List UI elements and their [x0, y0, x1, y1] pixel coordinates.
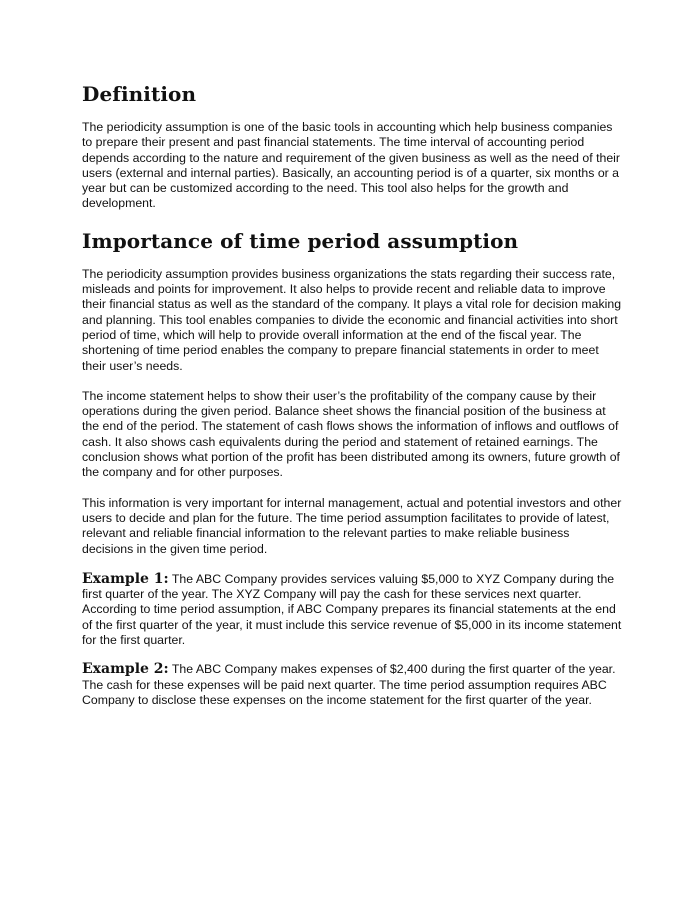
definition-paragraph: The periodicity assumption is one of the basic tools in accounting which help business companies to prepare their present and past financial statements. The time interval of accounting period depends according to the nature and requirement of the given business as well as the need of their users (external and internal parties). Basically, an accounting period is of a quarter, six months or a year but can be customized according to the need. This tool also helps for the growth and development.	[82, 120, 620, 211]
importance-paragraph-1: The periodicity assumption provides business organizations the stats regarding their success rate, misleads and points for improvement. It also helps to provide recent and reliable data to improve their financial status as well as the standard of the company. It plays a vital role for decision making and planning. This tool enables companies to divide the economic and financial activities into short period of time, which will help to provide overall information at the end of the fiscal year. The shortening of time period enables the company to prepare financial statements in order to meet their user’s needs.	[82, 266, 622, 373]
example-2	[82, 662, 622, 708]
example-2-text: The ABC Company makes expenses of $2,400 during the first quarter of the year. The cash for these expenses will be paid next quarter. The time period assumption requires ABC Company to disclose these expenses on the income statement for the first quarter of the year.	[82, 662, 616, 707]
heading-definition: Definition	[82, 82, 197, 106]
example-2-label: Example 2:	[82, 661, 169, 678]
example-1-text: The ABC Company provides services valuing $5,000 to XYZ Company during the first quarter of the year. The XYZ Company will pay the cash for these services next quarter. According to time period assumption, if ABC Company prepares its financial statements at the end of the first quarter of the year, it must include this service revenue of $5,000 in its income statement for the first quarter.	[82, 571, 622, 648]
example-1	[82, 572, 622, 648]
importance-paragraph-2: The income statement helps to show their user’s the profitability of the company cause by their operations during the given period. Balance sheet shows the financial position of the business at the end of the period. The statement of cash flows shows the information of inflows and outflows of cash. It also shows cash equivalents during the period and statement of retained earnings. The conclusion shows what portion of the profit has been distributed among its owners, future growth of the company and for other purposes.	[82, 388, 620, 480]
heading-importance: Importance of time period assumption	[82, 228, 519, 253]
importance-paragraph-3: This information is very important for internal management, actual and potential investors and other users to decide and plan for the future. The time period assumption facilitates to provide of latest, relevant and reliable financial information to the relevant parties to make reliable business decisions in the given time period.	[82, 495, 622, 556]
example-1-label: Example 1:	[82, 570, 169, 587]
document-page	[82, 80, 622, 722]
